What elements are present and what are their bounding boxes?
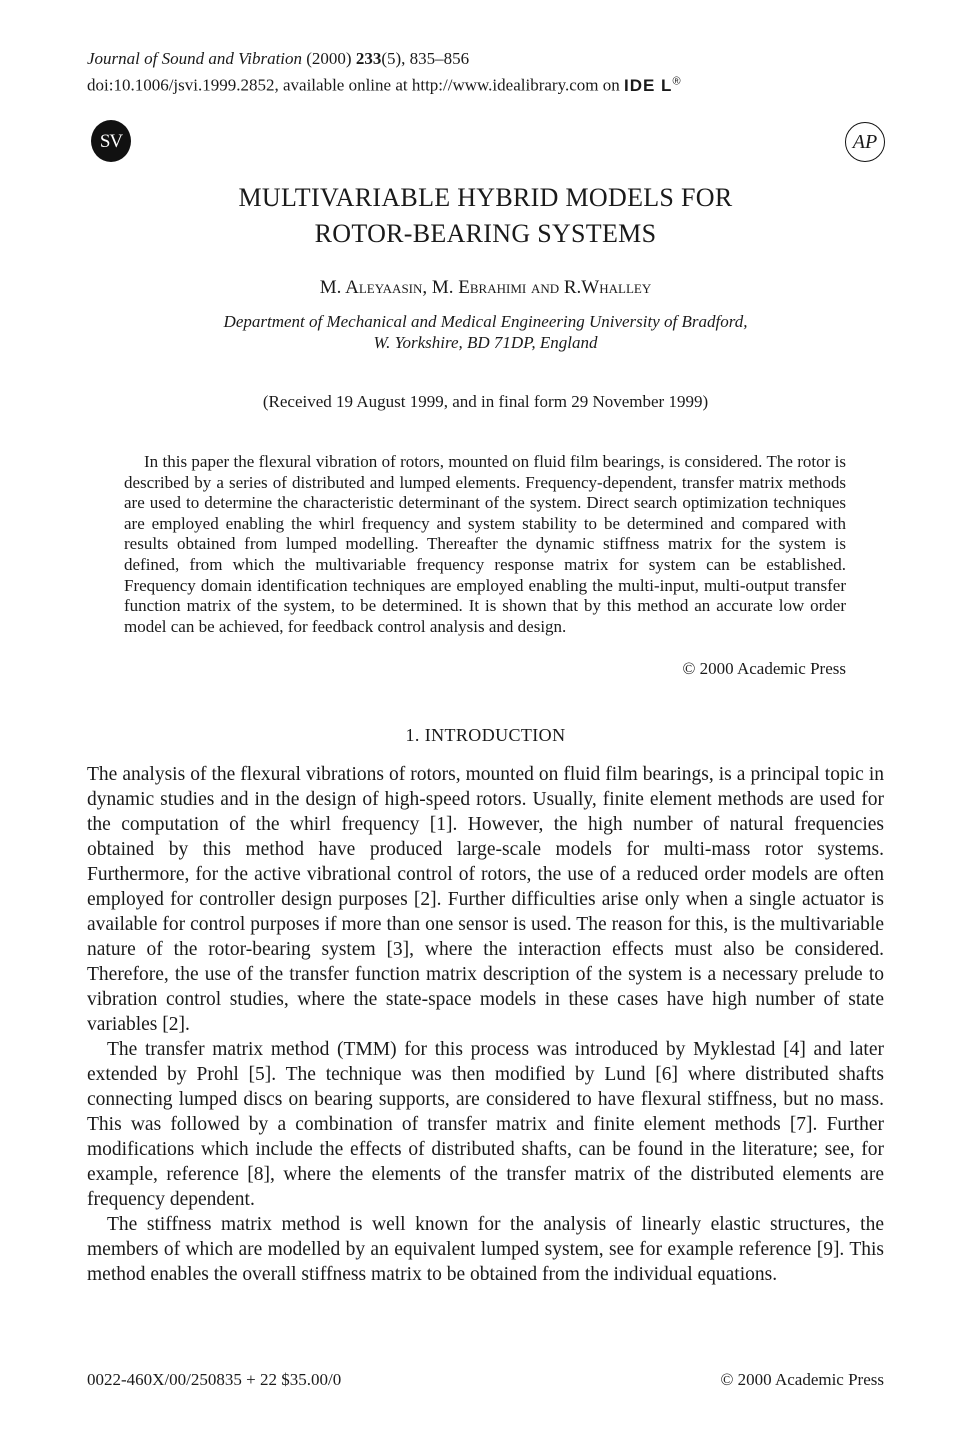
- ideal-logo: [624, 76, 682, 95]
- citation-year: (2000): [302, 49, 356, 68]
- ideal-logo-text: IDE L: [623, 75, 673, 95]
- paper-title: [0, 180, 971, 252]
- section-heading: 1. INTRODUCTION: [405, 725, 566, 745]
- citation-pages: (5), 835–856: [381, 49, 470, 68]
- title-line-1: MULTIVARIABLE HYBRID MODELS FOR: [238, 183, 733, 212]
- citation-line: [87, 48, 682, 70]
- sv-publisher-logo: SV: [91, 120, 131, 162]
- doi-line: [87, 70, 682, 97]
- paragraph-1: The analysis of the flexural vibrations of rotors, mounted on fluid film bearings, is a principal topic in dynamic studies and in the design of high-speed rotors. Usually, finite element methods are used for the computation of the whirl frequency [1]. However, the high number of natural frequencies obtained by this method have produced large-scale models for multi-mass rotor systems. Furthermore, for the active vibrational control of rotors, the use of a reduced order models are often employed for controller design purposes [2]. Further difficulties arise only when a single actuator is available for control purposes if more than one sensor is used. The reason for this, is the multivariable nature of the rotor-bearing system [3], where the interaction effects must also be considered. Therefore, the use of the transfer function matrix description of the system is a necessary prelude to vibration control studies, where the state-space models in these cases have high number of state variables [2].: [87, 764, 884, 1035]
- affiliation: [0, 311, 971, 353]
- abstract: In this paper the flexural vibration of rotors, mounted on fluid film bearings, is considered. The rotor is described by a series of distributed and lumped elements. Frequency-dependent, transfer matrix methods are used to determine the characteristic determinant of the system. Direct search optimization techniques are employed enabling the whirl frequency and system stability to be determined and compared with results obtained from lumped modelling. Thereafter the dynamic stiffness matrix for the system is defined, from which the multivariable frequency response matrix for system can be established. Frequency domain identification techniques are employed enabling the multi-input, multi-output transfer function matrix of the system, to be determined. It is shown that by this method an accurate low order model can be achieved, for feedback control analysis and design.: [124, 452, 846, 636]
- ideal-reg-mark: ®: [672, 75, 682, 87]
- affiliation-line-1: Department of Mechanical and Medical Engineering University of Bradford,: [223, 312, 748, 331]
- journal-name: Journal of Sound and Vibration: [87, 49, 303, 68]
- title-line-2: ROTOR-BEARING SYSTEMS: [314, 219, 657, 248]
- doi-text: doi:10.1006/jsvi.1999.2852, available online at http://www.idealibrary.com on: [87, 75, 620, 95]
- paragraph-3: The stiffness matrix method is well known for the analysis of linearly elastic structures, the members of which are modelled by an equivalent lumped system, see for example reference [9]. This method enables the overall stiffness matrix to be obtained from the individual equations.: [87, 1214, 884, 1285]
- abstract-copyright: © 2000 Academic Press: [682, 659, 846, 678]
- authors: M. Aleyaasin, M. Ebrahimi and R.Whalley: [319, 277, 652, 298]
- paragraph-2: The transfer matrix method (TMM) for this process was introduced by Myklestad [4] and later extended by Prohl [5]. The technique was then modified by Lund [6] where distributed shafts connecting lumped discs on bearing supports, are considered to have flexural stiffness, but no mass. This was followed by a combination of transfer matrix and finite element methods [7]. Further modifications which include the effects of distributed shafts, can be found in the literature; see, for example, reference [8], where the elements of the transfer matrix of the distributed elements are frequency dependent.: [87, 1039, 884, 1210]
- received-dates: (Received 19 August 1999, and in final form 29 November 1999): [262, 392, 709, 411]
- footer-copyright: © 2000 Academic Press: [720, 1370, 884, 1389]
- footer-issn: 0022-460X/00/250835 + 22 $35.00/0: [87, 1370, 342, 1389]
- affiliation-line-2: W. Yorkshire, BD 71DP, England: [373, 333, 598, 352]
- citation-volume: 233: [355, 49, 382, 68]
- journal-header: [87, 48, 682, 97]
- ap-publisher-logo: AP: [845, 122, 885, 162]
- body-text: [87, 762, 884, 1287]
